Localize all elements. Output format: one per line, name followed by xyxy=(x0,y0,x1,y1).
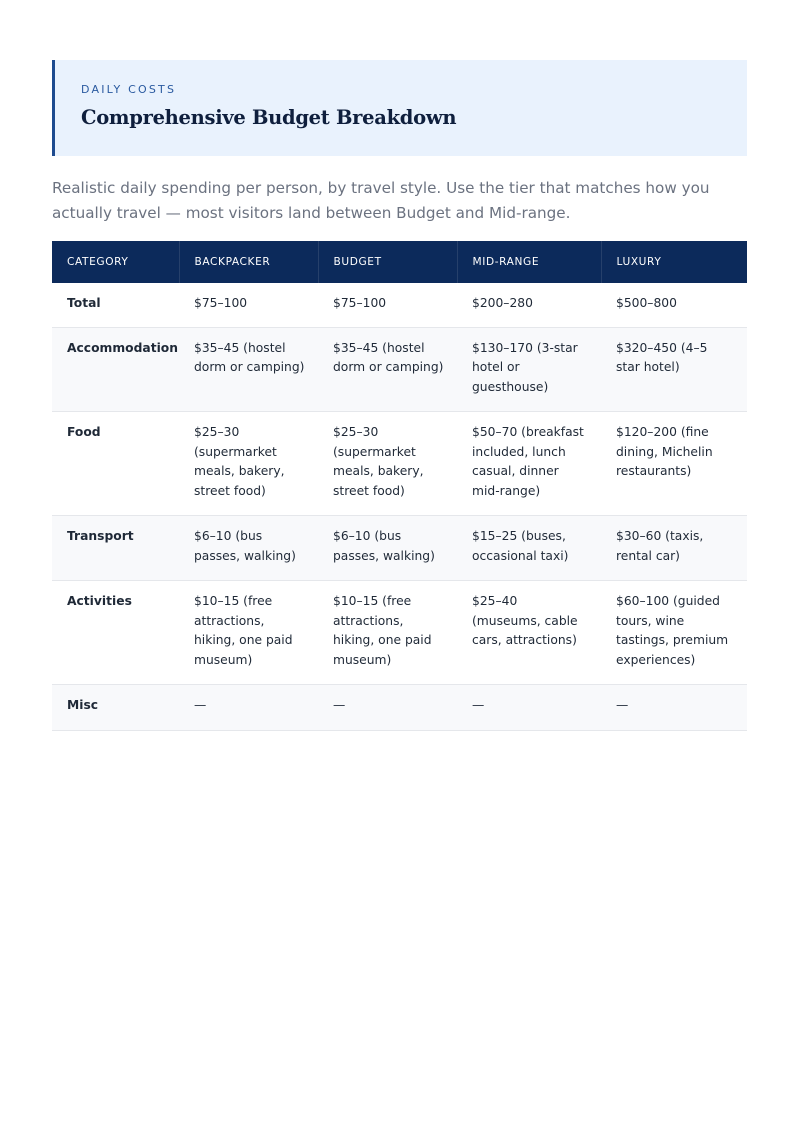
table-cell: $75–100 xyxy=(318,283,457,327)
row-category: Food xyxy=(52,412,179,516)
table-row xyxy=(52,516,747,581)
table-cell: $15–25 (buses, occasional taxi) xyxy=(457,516,601,581)
table-cell: — xyxy=(179,685,318,731)
section-eyebrow: DAILY COSTS xyxy=(81,83,177,96)
table-cell: $6–10 (bus passes, walking) xyxy=(179,516,318,581)
table-cell: $75–100 xyxy=(179,283,318,327)
intro-paragraph: Realistic daily spending per person, by travel style. Use the tier that matches how you actually travel — most visitors land between Budget and Mid-range. xyxy=(52,179,710,222)
table-cell: — xyxy=(601,685,747,731)
column-header-budget: BUDGET xyxy=(318,241,457,283)
table-row xyxy=(52,685,747,731)
column-header-luxury: LUXURY xyxy=(601,241,747,283)
column-header-backpacker: BACKPACKER xyxy=(179,241,318,283)
table-cell: $25–40 (museums, cable cars, attractions) xyxy=(457,581,601,685)
column-header-category: CATEGORY xyxy=(52,241,179,283)
row-category: Misc xyxy=(52,685,179,731)
table-cell: $200–280 xyxy=(457,283,601,327)
section-title: Comprehensive Budget Breakdown xyxy=(81,106,457,129)
table-cell: $120–200 (fine dining, Michelin restaurants) xyxy=(601,412,747,516)
section-header xyxy=(52,60,747,156)
table-cell: — xyxy=(457,685,601,731)
table-cell: $500–800 xyxy=(601,283,747,327)
table-cell: $6–10 (bus passes, walking) xyxy=(318,516,457,581)
table-cell: — xyxy=(318,685,457,731)
row-category: Total xyxy=(52,283,179,327)
table-cell: $10–15 (free attractions, hiking, one paid museum) xyxy=(179,581,318,685)
table-cell: $50–70 (breakfast included, lunch casual, dinner mid-range) xyxy=(457,412,601,516)
column-header-mid-range: MID-RANGE xyxy=(457,241,601,283)
table-header-row xyxy=(52,241,747,283)
row-category: Activities xyxy=(52,581,179,685)
table-row xyxy=(52,412,747,516)
table-cell: $25–30 (supermarket meals, bakery, street food) xyxy=(179,412,318,516)
budget-table xyxy=(52,241,747,731)
row-category: Transport xyxy=(52,516,179,581)
row-category: Accommodation xyxy=(52,327,179,412)
table-cell: $35–45 (hostel dorm or camping) xyxy=(318,327,457,412)
table-cell: $35–45 (hostel dorm or camping) xyxy=(179,327,318,412)
table-row xyxy=(52,283,747,327)
table-cell: $130–170 (3-star hotel or guesthouse) xyxy=(457,327,601,412)
table-cell: $30–60 (taxis, rental car) xyxy=(601,516,747,581)
table-row xyxy=(52,327,747,412)
table-cell: $25–30 (supermarket meals, bakery, street food) xyxy=(318,412,457,516)
table-cell: $10–15 (free attractions, hiking, one paid museum) xyxy=(318,581,457,685)
table-cell: $60–100 (guided tours, wine tastings, premium experiences) xyxy=(601,581,747,685)
table-cell: $320–450 (4–5 star hotel) xyxy=(601,327,747,412)
table-row xyxy=(52,581,747,685)
